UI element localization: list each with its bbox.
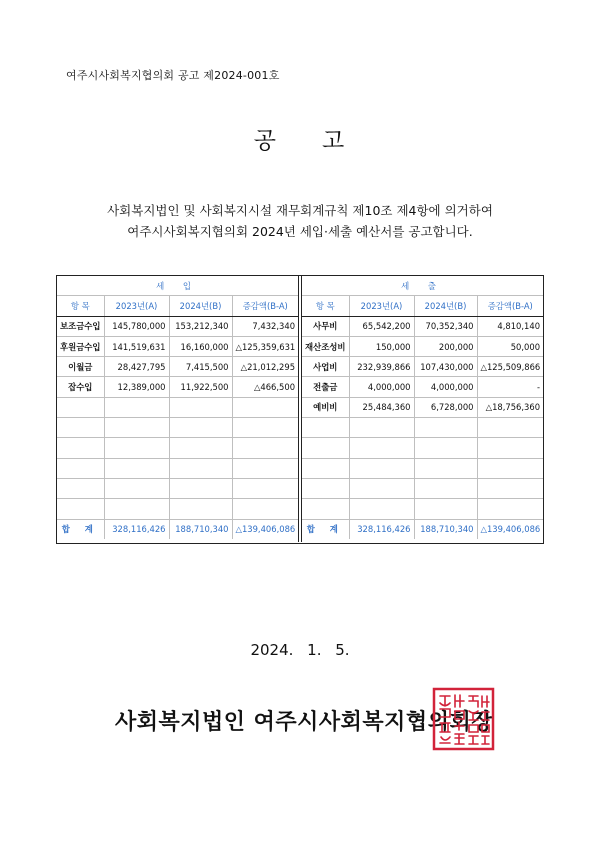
item-name-cell: [302, 499, 349, 519]
table-row: [302, 418, 543, 438]
official-seal-stamp: [432, 687, 495, 751]
amount-cell: [477, 499, 543, 519]
amount-cell: [104, 418, 169, 438]
item-name-cell: [302, 458, 349, 478]
amount-cell: △125,359,631: [232, 336, 298, 356]
table-row: [57, 316, 298, 336]
title-char: 고: [322, 128, 347, 154]
item-name-cell: 후원금수입: [57, 336, 104, 356]
notice-number: 여주시사회복지협의회 공고 제2024-001호: [66, 69, 280, 82]
total-amount: 328,116,426: [104, 519, 169, 539]
amount-cell: 107,430,000: [414, 357, 477, 377]
table-row: [57, 499, 298, 519]
expense-table: [302, 276, 543, 539]
table-row: [302, 397, 543, 417]
table-row: [302, 438, 543, 458]
table-row: [302, 499, 543, 519]
amount-cell: [232, 478, 298, 498]
total-amount: △139,406,086: [477, 519, 543, 539]
amount-cell: 12,389,000: [104, 377, 169, 397]
table-row: [57, 458, 298, 478]
amount-cell: [349, 418, 414, 438]
amount-cell: 28,427,795: [104, 357, 169, 377]
item-name-cell: [57, 458, 104, 478]
amount-cell: [169, 397, 232, 417]
item-name-cell: 보조금수입: [57, 316, 104, 336]
amount-cell: [104, 478, 169, 498]
total-amount: 188,710,340: [414, 519, 477, 539]
amount-cell: [414, 418, 477, 438]
amount-cell: [349, 478, 414, 498]
amount-cell: [232, 499, 298, 519]
total-amount: 328,116,426: [349, 519, 414, 539]
amount-cell: 141,519,631: [104, 336, 169, 356]
amount-cell: 232,939,866: [349, 357, 414, 377]
signer-name: 사회복지법인 여주시사회복지협의회장: [115, 709, 493, 735]
amount-cell: [169, 438, 232, 458]
amount-cell: -: [477, 377, 543, 397]
item-name-cell: 사업비: [302, 357, 349, 377]
total-label: 합 계: [302, 519, 349, 539]
table-row: [57, 397, 298, 417]
income-column-header: 항 목: [57, 296, 104, 316]
total-row: [302, 519, 543, 539]
income-column-header: 2024년(B): [169, 296, 232, 316]
item-name-cell: 예비비: [302, 397, 349, 417]
item-name-cell: 이월금: [57, 357, 104, 377]
item-name-cell: [57, 397, 104, 417]
amount-cell: [414, 438, 477, 458]
amount-cell: 4,810,140: [477, 316, 543, 336]
table-row: [57, 336, 298, 356]
item-name-cell: [302, 438, 349, 458]
item-name-cell: [302, 478, 349, 498]
amount-cell: 6,728,000: [414, 397, 477, 417]
item-name-cell: [57, 478, 104, 498]
amount-cell: [169, 418, 232, 438]
amount-cell: [169, 478, 232, 498]
amount-cell: [232, 438, 298, 458]
amount-cell: [232, 397, 298, 417]
title-char: 공: [253, 128, 278, 154]
amount-cell: [349, 438, 414, 458]
document-title: [0, 122, 600, 155]
amount-cell: [477, 478, 543, 498]
item-name-cell: [57, 499, 104, 519]
amount-cell: [104, 458, 169, 478]
item-name-cell: [57, 438, 104, 458]
expense-column-header: 항 목: [302, 296, 349, 316]
table-row: [302, 478, 543, 498]
amount-cell: 145,780,000: [104, 316, 169, 336]
income-caption: 세 입: [57, 276, 298, 296]
table-row: [302, 377, 543, 397]
amount-cell: △18,756,360: [477, 397, 543, 417]
table-row: [302, 458, 543, 478]
expense-caption: 세 출: [302, 276, 543, 296]
total-label: 합 계: [57, 519, 104, 539]
amount-cell: 7,415,500: [169, 357, 232, 377]
amount-cell: 65,542,200: [349, 316, 414, 336]
table-row: [57, 438, 298, 458]
item-name-cell: [302, 418, 349, 438]
item-name-cell: 잡수입: [57, 377, 104, 397]
total-amount: 188,710,340: [169, 519, 232, 539]
amount-cell: [104, 499, 169, 519]
amount-cell: [169, 499, 232, 519]
amount-cell: [349, 458, 414, 478]
table-row: [302, 316, 543, 336]
amount-cell: [477, 438, 543, 458]
amount-cell: 7,432,340: [232, 316, 298, 336]
amount-cell: 200,000: [414, 336, 477, 356]
amount-cell: △125,509,866: [477, 357, 543, 377]
intro-line: 사회복지법인 및 사회복지시설 재무회계규칙 제10조 제4항에 의거하여: [107, 203, 493, 218]
amount-cell: 11,922,500: [169, 377, 232, 397]
amount-cell: △466,500: [232, 377, 298, 397]
total-amount: △139,406,086: [232, 519, 298, 539]
intro-line: 여주시사회복지협의회 2024년 세입·세출 예산서를 공고합니다.: [127, 224, 473, 239]
amount-cell: 16,160,000: [169, 336, 232, 356]
amount-cell: [104, 438, 169, 458]
table-row: [57, 377, 298, 397]
amount-cell: 25,484,360: [349, 397, 414, 417]
table-row: [57, 357, 298, 377]
amount-cell: [414, 499, 477, 519]
expense-column-header: 2023년(A): [349, 296, 414, 316]
amount-cell: 4,000,000: [414, 377, 477, 397]
table-row: [302, 336, 543, 356]
expense-column-header: 증감액(B-A): [477, 296, 543, 316]
amount-cell: [477, 458, 543, 478]
amount-cell: [232, 458, 298, 478]
amount-cell: 4,000,000: [349, 377, 414, 397]
item-name-cell: 재산조성비: [302, 336, 349, 356]
notice-date: 2024. 1. 5.: [250, 641, 350, 659]
item-name-cell: [57, 418, 104, 438]
amount-cell: [477, 418, 543, 438]
amount-cell: [169, 458, 232, 478]
amount-cell: [414, 458, 477, 478]
income-column-header: 증감액(B-A): [232, 296, 298, 316]
amount-cell: △21,012,295: [232, 357, 298, 377]
table-row: [57, 418, 298, 438]
seal-script-marks: [440, 695, 489, 744]
item-name-cell: 사무비: [302, 316, 349, 336]
table-row: [57, 478, 298, 498]
budget-tables: [56, 275, 544, 544]
expense-column-header: 2024년(B): [414, 296, 477, 316]
total-row: [57, 519, 298, 539]
amount-cell: [104, 397, 169, 417]
amount-cell: [414, 478, 477, 498]
item-name-cell: 전출금: [302, 377, 349, 397]
amount-cell: 50,000: [477, 336, 543, 356]
amount-cell: [232, 418, 298, 438]
income-column-header: 2023년(A): [104, 296, 169, 316]
income-table: [57, 276, 298, 539]
intro-paragraph: [0, 200, 600, 242]
amount-cell: 150,000: [349, 336, 414, 356]
amount-cell: 70,352,340: [414, 316, 477, 336]
amount-cell: [349, 499, 414, 519]
amount-cell: 153,212,340: [169, 316, 232, 336]
table-row: [302, 357, 543, 377]
